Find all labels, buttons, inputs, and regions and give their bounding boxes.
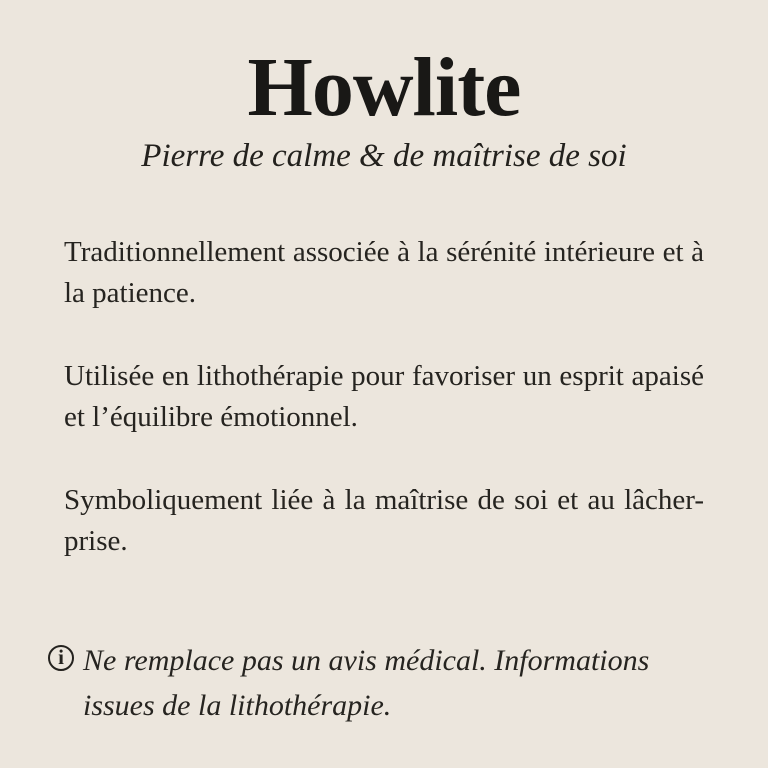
disclaimer: [48, 638, 710, 728]
paragraph-lithotherapy: Utilisée en lithothérapie pour favoriser un esprit apaisé et l’équilibre émotionnel.: [64, 360, 704, 433]
page-title: Howlite: [247, 41, 521, 134]
info-icon: i: [48, 645, 74, 671]
page-subtitle: Pierre de calme & de maîtrise de soi: [141, 138, 627, 174]
disclaimer-text: Ne remplace pas un avis médical. Informations issues de la lithothérapie.: [83, 644, 650, 722]
paragraph-serenity: Traditionnellement associée à la sérénité intérieure et à la patience.: [64, 236, 704, 309]
body-text: [64, 232, 704, 562]
paragraph-self-control: Symboliquement liée à la maîtrise de soi et au lâcher-prise.: [64, 484, 704, 557]
